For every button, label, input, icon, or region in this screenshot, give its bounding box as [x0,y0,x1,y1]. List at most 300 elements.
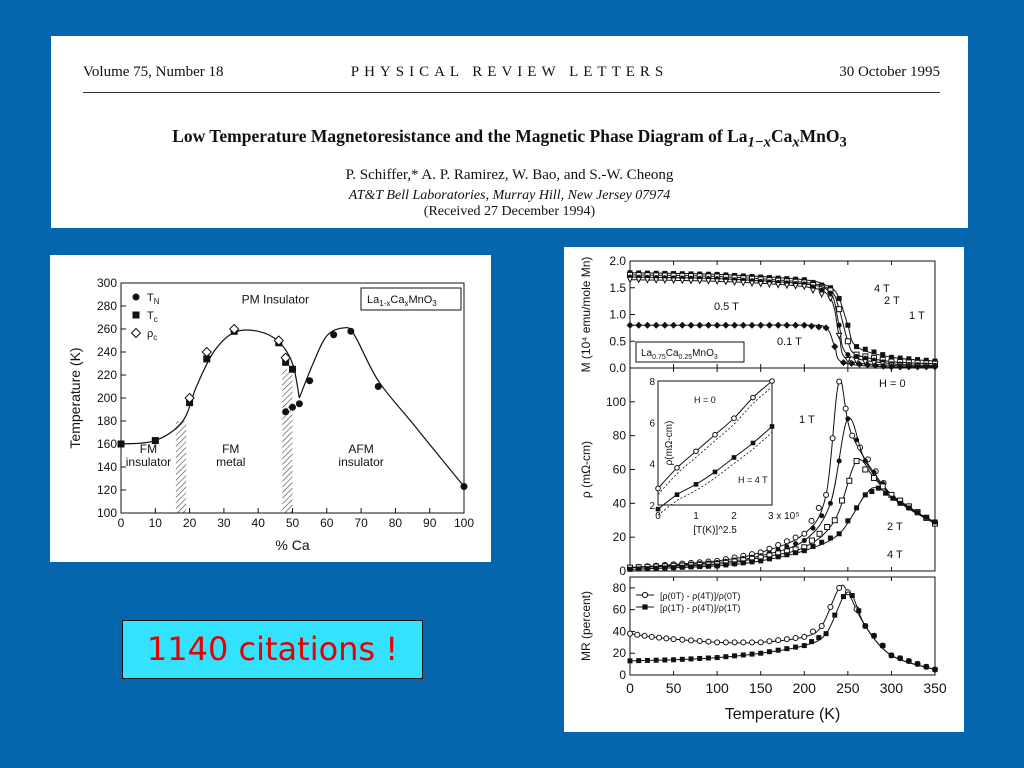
data-point-4 T [706,564,711,569]
data-point-0.1 T [792,322,799,329]
data-point-0.1 T [688,322,695,329]
phase-diagram-panel [50,255,491,562]
data-point-4 T [872,349,877,354]
data-point-1 T [854,437,859,442]
region-label: PM Insulator [241,292,310,307]
legend-marker-ρc [132,329,141,338]
x-tick-label: 0 [117,516,125,530]
series-label-4 T: 4 T [874,283,890,295]
data-point-2 T [863,467,868,472]
data-point-0.5 T [671,278,676,283]
data-point-[ρ(1T) - ρ(4T)]/ρ(1T) [898,656,903,661]
x-tick-label: 80 [388,516,403,530]
data-point-H = 0 [850,433,855,438]
data-point-[ρ(0T) - ρ(4T)]/ρ(0T) [784,637,789,642]
data-point-0.1 T [840,359,847,366]
data-point-[ρ(1T) - ρ(4T)]/ρ(1T) [816,635,821,640]
header-rule [83,92,940,93]
data-point-[ρ(0T) - ρ(4T)]/ρ(0T) [750,640,755,645]
citations-badge: 1140 citations ! [122,620,423,679]
data-point-0.1 T [627,322,634,329]
data-point-2 T [840,498,845,503]
inset-y-tick-label: 4 [649,459,655,471]
data-point-4 T [645,566,650,571]
data-point-0.1 T [644,322,651,329]
data-point-[ρ(1T) - ρ(4T)]/ρ(1T) [863,624,868,629]
x-tick-label: 50 [665,680,682,696]
data-point-0.5 T [706,279,711,284]
data-point-[ρ(0T) - ρ(4T)]/ρ(0T) [697,639,702,644]
data-point-4 T [845,323,850,328]
data-point-0.1 T [801,322,808,329]
data-point-4 T [662,565,667,570]
data-point-4 T [715,563,720,568]
y-tick-label: 1.5 [609,280,626,295]
data-point-[ρ(1T) - ρ(4T)]/ρ(1T) [824,631,829,636]
inset-series-label: H = 4 T [738,475,768,485]
data-point-4 T [776,554,781,559]
compound-end: MnO [692,348,714,359]
data-point-[ρ(1T) - ρ(4T)]/ρ(1T) [741,652,746,657]
region-label: FM [222,442,240,457]
compound-sub: 3 [713,354,718,361]
data-point-Tc [118,441,125,448]
data-point-[ρ(1T) - ρ(4T)]/ρ(1T) [906,659,911,664]
data-point-4 T [697,564,702,569]
x-tick-label: 350 [923,680,947,696]
x-tick-label: 0 [626,680,634,696]
inset-series-label: H = 0 [694,395,716,405]
x-tick-label: 100 [705,680,729,696]
inset-point-H = 0 [656,486,661,491]
y-tick-label: 60 [612,462,626,477]
data-point-0.1 T [815,323,822,330]
inset-point-H = 0 [751,395,756,400]
x-tick-label: 10 [148,516,162,530]
data-point-4 T [793,550,798,555]
data-point-4 T [837,296,842,301]
data-point-4 T [915,510,920,515]
data-point-0.1 T [766,322,773,329]
data-point-[ρ(1T) - ρ(4T)]/ρ(1T) [680,657,685,662]
data-point-[ρ(0T) - ρ(4T)]/ρ(0T) [819,624,824,629]
data-point-H = 0 [776,542,781,547]
data-point-0.1 T [679,322,686,329]
data-point-1 T [872,470,877,475]
data-point-[ρ(0T) - ρ(4T)]/ρ(0T) [649,634,654,639]
data-point-ρc [202,348,211,357]
series-label-1 T: 1 T [799,414,815,426]
legend-marker [642,604,647,609]
data-point-4 T [767,556,772,561]
data-point-0.1 T [705,322,712,329]
title-sub1: 1−x [747,134,771,151]
y-axis-label: Temperature (K) [67,347,83,449]
journal-volume: Volume 75, Number 18 [83,64,224,80]
data-point-4 T [802,548,807,553]
data-point-[ρ(1T) - ρ(4T)]/ρ(1T) [784,646,789,651]
title-sub2: x [792,134,800,151]
data-point-[ρ(1T) - ρ(4T)]/ρ(1T) [628,658,633,663]
data-point-4 T [828,536,833,541]
legend-sub: c [153,333,158,342]
data-point-[ρ(1T) - ρ(4T)]/ρ(1T) [924,664,929,669]
data-point-0.1 T [653,322,660,329]
data-point-4 T [680,565,685,570]
title-sub3: 3 [839,134,847,151]
data-point-2 T [825,525,830,530]
y-tick-label: 260 [96,322,117,336]
legend-marker-TN [133,294,140,301]
compound-sub: x [404,299,409,308]
y-tick-label: 0 [619,668,626,682]
inset-x-tick-label: 3 x 10⁵ [768,511,800,522]
x-tick-label: 30 [217,516,231,530]
inset-y-tick-label: 6 [649,418,655,430]
y-tick-label: 100 [96,506,117,520]
legend-marker-Tc [133,312,140,319]
y-tick-label: 80 [612,428,626,443]
data-point-4 T [741,560,746,565]
data-point-0.5 T [758,282,763,287]
data-point-0.5 T [645,278,650,283]
data-point-1 T [819,513,824,518]
data-point-2 T [837,307,842,312]
series-label-2 T: 2 T [884,295,900,307]
data-point-[ρ(1T) - ρ(4T)]/ρ(1T) [933,667,938,672]
data-point-1 T [828,501,833,506]
data-point-[ρ(1T) - ρ(4T)]/ρ(1T) [802,643,807,648]
data-point-[ρ(1T) - ρ(4T)]/ρ(1T) [915,661,920,666]
data-point-4 T [732,561,737,566]
y-tick-label: 40 [612,496,626,511]
journal-name: PHYSICAL REVIEW LETTERS [350,64,669,80]
data-point-[ρ(1T) - ρ(4T)]/ρ(1T) [776,648,781,653]
magnetoresistance-panel [564,247,964,732]
y-tick-label: 180 [96,414,117,428]
legend-sub: c [153,315,158,324]
data-point-4 T [819,540,824,545]
region-label: metal [216,454,246,469]
compound-sub: 1-x [379,299,391,308]
data-point-[ρ(1T) - ρ(4T)]/ρ(1T) [662,657,667,662]
data-point-0.1 T [696,322,703,329]
data-point-0.5 T [802,284,807,289]
data-point-0.1 T [722,322,729,329]
inset-point-H = 4 T [694,482,699,487]
data-point-1 T [845,352,850,357]
data-point-0.5 T [697,279,702,284]
data-point-2 T [854,459,859,464]
y-tick-label: 40 [612,624,626,639]
compound-label: $La_{1-x}Ca_xMnO_3$ [367,294,437,308]
inset-point-H = 0 [732,416,737,421]
y-axis-label-resistivity: ρ (mΩ-cm) [579,440,593,499]
inset-x-tick-label: 2 [731,511,737,522]
data-point-TN [282,408,289,415]
y-tick-label: 2.0 [609,254,626,268]
data-point-0.5 T [689,278,694,283]
title-end: MnO [799,126,840,146]
data-point-0.5 T [776,283,781,288]
data-point-Tc [289,366,296,373]
data-point-4 T [898,501,903,506]
y-tick-label: 220 [96,368,117,382]
data-point-0.1 T [749,322,756,329]
data-point-TN [296,400,303,407]
inset-point-H = 4 T [713,470,718,475]
data-point-0.1 T [808,323,815,330]
data-point-1 T [837,459,842,464]
data-point-4 T [723,562,728,567]
data-point-TN [330,331,337,338]
data-point-[ρ(1T) - ρ(4T)]/ρ(1T) [880,643,885,648]
data-point-0.5 T [680,278,685,283]
y-tick-label: 140 [96,460,117,474]
data-point-H = 0 [793,535,798,540]
journal-date: 30 October 1995 [839,64,940,80]
data-point-[ρ(0T) - ρ(4T)]/ρ(0T) [741,640,746,645]
data-point-[ρ(0T) - ρ(4T)]/ρ(0T) [706,639,711,644]
data-point-1 T [802,538,807,543]
inset-y-tick-label: 2 [649,501,655,512]
compound-mid: Ca [665,348,679,359]
data-point-0.1 T [783,322,790,329]
x-axis-label: % Ca [275,537,310,553]
data-point-4 T [689,564,694,569]
data-point-0.1 T [740,322,747,329]
inset-x-tick-label: 0 [655,511,661,522]
x-tick-label: 200 [792,680,816,696]
compound-sub: 3 [432,299,437,308]
data-point-H = 0 [830,436,835,441]
y-tick-label: 60 [612,602,626,617]
paper-received: (Received 27 December 1994) [423,204,596,219]
data-point-0.5 T [767,282,772,287]
data-point-[ρ(1T) - ρ(4T)]/ρ(1T) [636,658,641,663]
phase-diagram-chart [50,255,491,562]
series-label-4 T: 4 T [887,549,903,561]
data-point-TN [306,377,313,384]
data-point-[ρ(1T) - ρ(4T)]/ρ(1T) [856,608,861,613]
compound-end: MnO [408,294,433,306]
title-text: Low Temperature Magnetoresistance and the Magnetic Phase Diagram of La [172,126,748,146]
x-axis-label: Temperature (K) [724,706,841,723]
data-point-4 T [906,505,911,510]
legend-label-Tc: $T_c$ [147,310,158,324]
data-point-[ρ(1T) - ρ(4T)]/ρ(1T) [841,594,846,599]
data-point-[ρ(0T) - ρ(4T)]/ρ(0T) [767,639,772,644]
x-tick-label: 60 [320,516,334,530]
inset-point-H = 4 T [732,455,737,460]
data-point-[ρ(0T) - ρ(4T)]/ρ(0T) [715,640,720,645]
inset-x-label: [T(K)]^2.5 [693,525,737,536]
data-point-4 T [837,531,842,536]
data-point-2 T [832,518,837,523]
paper-authors: P. Schiffer,* A. P. Ramirez, W. Bao, and S.-W. Cheong [345,167,674,183]
y-axis-label-magnetoresistance: MR (percent) [579,590,593,662]
data-point-0.5 T [741,280,746,285]
data-point-4 T [628,567,633,572]
data-point-0.5 T [654,278,659,283]
legend-label: [ρ(1T) - ρ(4T)]/ρ(1T) [660,603,741,613]
data-point-4 T [854,344,859,349]
inset-point-H = 4 T [751,441,756,446]
data-point-4 T [883,491,888,496]
data-point-2 T [847,478,852,483]
data-point-[ρ(1T) - ρ(4T)]/ρ(1T) [689,656,694,661]
y-tick-label: 0.0 [609,361,626,375]
data-point-[ρ(0T) - ρ(4T)]/ρ(0T) [732,640,737,645]
data-point-[ρ(0T) - ρ(4T)]/ρ(0T) [689,638,694,643]
data-point-H = 0 [824,492,829,497]
data-point-[ρ(0T) - ρ(4T)]/ρ(0T) [723,640,728,645]
compound-sub: 0.75 [652,354,666,361]
data-point-H = 0 [816,505,821,510]
data-point-0.1 T [670,322,677,329]
compound-mid: Ca [390,294,405,306]
data-point-1 T [793,541,798,546]
title-mid: Ca [770,126,793,146]
data-point-0.5 T [715,279,720,284]
data-point-[ρ(0T) - ρ(4T)]/ρ(0T) [828,604,833,609]
data-point-[ρ(0T) - ρ(4T)]/ρ(0T) [664,636,669,641]
data-point-0.5 T [732,280,737,285]
data-point-[ρ(1T) - ρ(4T)]/ρ(1T) [809,639,814,644]
data-point-[ρ(1T) - ρ(4T)]/ρ(1T) [750,652,755,657]
series-label-2 T: 2 T [887,521,903,533]
data-point-0.1 T [831,343,838,350]
data-point-[ρ(1T) - ρ(4T)]/ρ(1T) [850,593,855,598]
data-point-0.5 T [750,281,755,286]
data-point-H = 0 [843,406,848,411]
data-point-TN [289,404,296,411]
data-point-4 T [854,505,859,510]
data-point-H = 0 [802,531,807,536]
data-point-1 T [811,526,816,531]
legend-label: [ρ(0T) - ρ(4T)]/ρ(0T) [660,591,741,601]
inset-y-tick-label: 8 [649,377,655,388]
data-point-4 T [890,496,895,501]
data-point-4 T [636,566,641,571]
inset-point-H = 4 T [656,507,661,512]
phase-boundary-left [121,330,299,444]
y-tick-label: 200 [96,391,117,405]
data-point-1 T [845,416,850,421]
data-point-[ρ(0T) - ρ(4T)]/ρ(0T) [635,632,640,637]
data-point-[ρ(1T) - ρ(4T)]/ρ(1T) [832,613,837,618]
legend-marker [642,592,647,597]
hatched-band [282,369,292,513]
data-point-[ρ(0T) - ρ(4T)]/ρ(0T) [758,640,763,645]
y-tick-label: 0 [619,564,626,578]
data-point-0.1 T [775,322,782,329]
data-point-4 T [876,486,881,491]
data-point-H = 0 [784,539,789,544]
data-point-[ρ(1T) - ρ(4T)]/ρ(1T) [767,649,772,654]
data-point-[ρ(1T) - ρ(4T)]/ρ(1T) [732,653,737,658]
data-point-4 T [863,347,868,352]
inset-y-label: ρ(mΩ-cm) [664,420,675,466]
data-point-4 T [869,489,874,494]
data-point-[ρ(1T) - ρ(4T)]/ρ(1T) [872,633,877,638]
data-point-2 T [817,531,822,536]
x-tick-label: 70 [354,516,368,530]
y-tick-label: 300 [96,276,117,290]
y-tick-label: 20 [612,530,626,545]
data-point-0.5 T [723,279,728,284]
y-tick-label: 120 [96,483,117,497]
data-point-0.5 T [636,277,641,282]
data-point-0.5 T [828,296,833,301]
y-axis-label-magnetization: M (10⁴ emu/mole Mn) [579,256,593,373]
compound-label: $La_{0.75}Ca_{0.25}MnO_3$ [641,348,718,361]
y-tick-label: 100 [605,394,626,409]
data-point-0.5 T [662,278,667,283]
x-tick-label: 40 [251,516,265,530]
data-point-0.5 T [811,288,816,293]
y-tick-label: 20 [612,646,626,661]
y-tick-label: 0.5 [609,334,626,349]
data-point-2 T [880,484,885,489]
x-tick-label: 150 [749,680,773,696]
data-point-[ρ(1T) - ρ(4T)]/ρ(1T) [671,657,676,662]
region-label: AFM [348,442,374,457]
y-tick-label: 160 [96,437,117,451]
data-point-2 T [872,475,877,480]
data-point-0.5 T [819,292,824,297]
inset-x-tick-label: 1 [693,511,699,522]
data-point-[ρ(0T) - ρ(4T)]/ρ(0T) [776,638,781,643]
data-point-[ρ(0T) - ρ(4T)]/ρ(0T) [811,629,816,634]
region-label: insulator [125,454,172,469]
inset-point-H = 0 [713,432,718,437]
data-point-[ρ(1T) - ρ(4T)]/ρ(1T) [758,651,763,656]
data-point-0.1 T [661,322,668,329]
y-tick-label: 280 [96,299,117,313]
data-point-[ρ(0T) - ρ(4T)]/ρ(0T) [671,637,676,642]
data-point-[ρ(0T) - ρ(4T)]/ρ(0T) [680,637,685,642]
data-point-[ρ(0T) - ρ(4T)]/ρ(0T) [628,631,633,636]
data-point-0.1 T [714,322,721,329]
data-point-4 T [924,515,929,520]
data-point-4 T [758,558,763,563]
y-tick-label: 240 [96,345,117,359]
x-tick-label: 250 [836,680,860,696]
x-tick-label: 20 [182,516,197,530]
x-tick-label: 300 [879,680,904,696]
data-point-TN [375,383,382,390]
legend-sub: N [153,297,160,306]
hatched-band [176,421,186,513]
data-point-1 T [828,291,833,296]
series-label-H = 0: H = 0 [879,378,906,390]
data-point-[ρ(1T) - ρ(4T)]/ρ(1T) [645,658,650,663]
y-tick-label: 1.0 [609,307,626,322]
inset-point-H = 4 T [770,424,775,429]
data-point-4 T [933,519,938,524]
data-point-4 T [880,352,885,357]
data-point-4 T [784,552,789,557]
data-point-2 T [809,538,814,543]
x-tick-label: 90 [423,516,437,530]
legend-label-ρc: $\rho_c$ [147,328,158,342]
data-point-0.1 T [757,322,764,329]
data-point-[ρ(1T) - ρ(4T)]/ρ(1T) [715,655,720,660]
paper-header [51,36,968,228]
data-point-TN [347,328,354,335]
legend-label-TN: $T_N$ [147,292,160,306]
